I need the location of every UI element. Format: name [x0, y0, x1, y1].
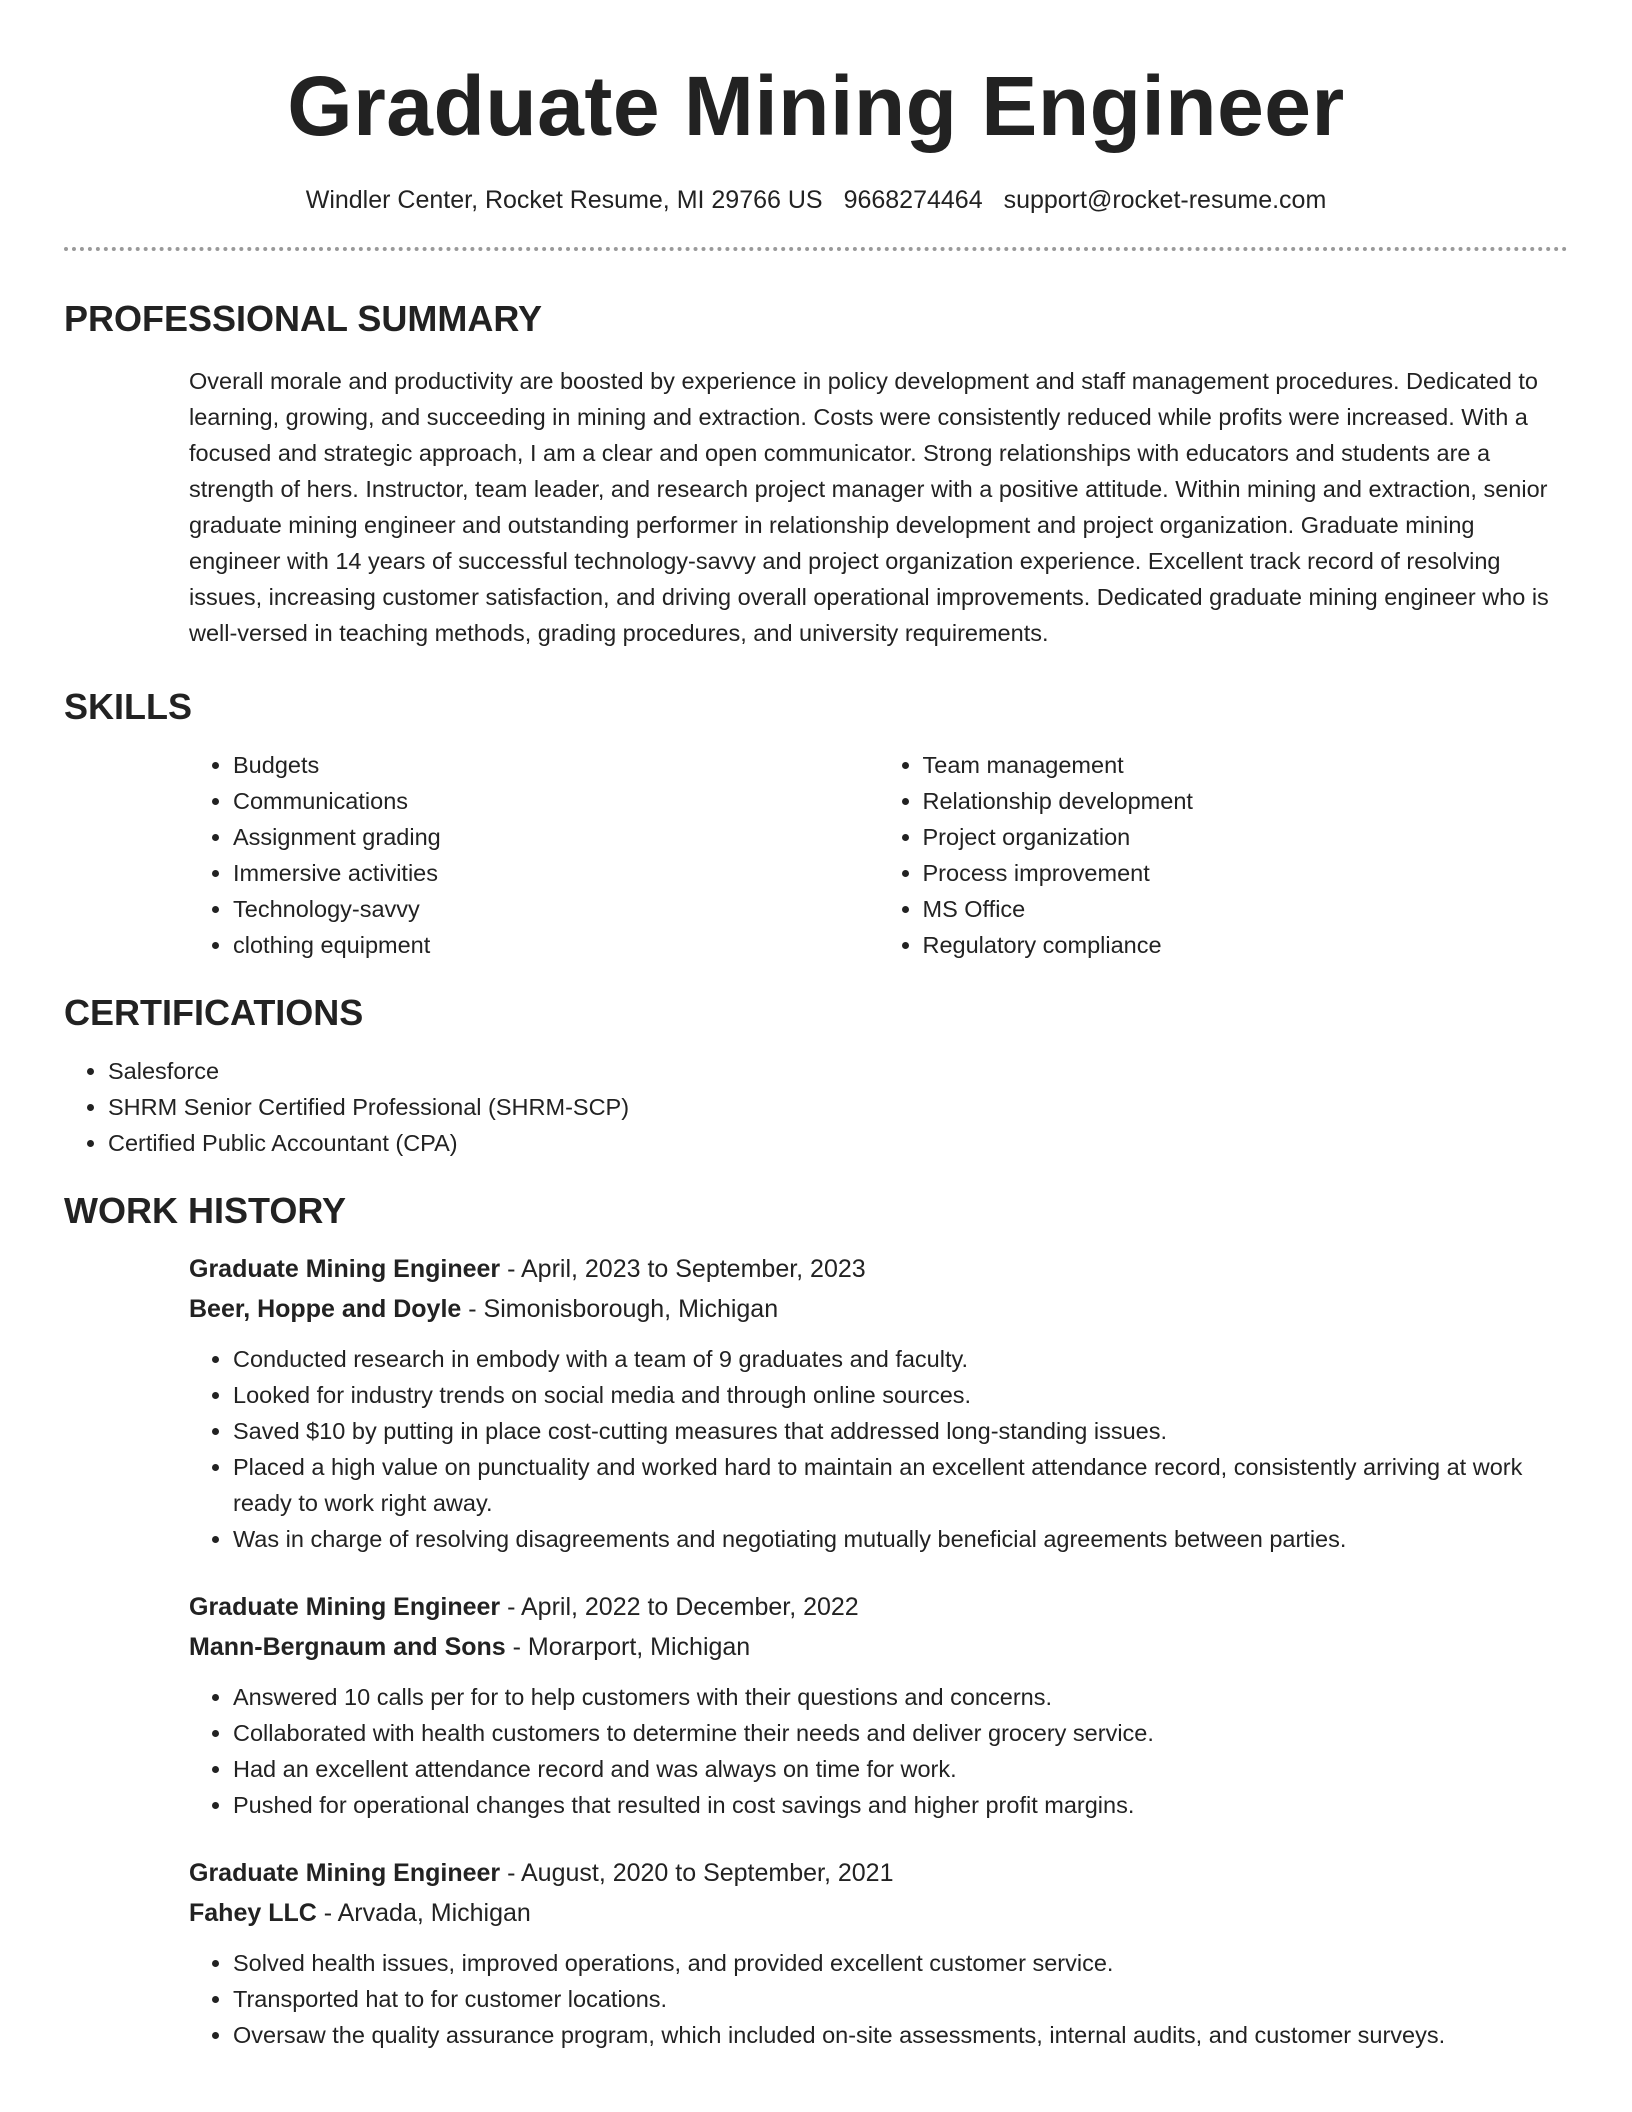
- job-company-line: [189, 1627, 1568, 1667]
- list-item: • Immersive activities: [233, 855, 879, 891]
- list-item: • Answered 10 calls per for to help customers with their questions and concerns.: [233, 1679, 1568, 1715]
- list-item: • Solved health issues, improved operations, and provided excellent customer service.: [233, 1945, 1568, 1981]
- list-item: • Placed a high value on punctuality and worked hard to maintain an excellent attendance record, consistently arriving at work ready to work right away.: [233, 1449, 1568, 1521]
- contact-phone: 9668274464: [843, 186, 983, 214]
- job-company-line: [189, 1893, 1568, 1933]
- list-item: • clothing equipment: [233, 927, 879, 963]
- list-item: • Saved $10 by putting in place cost-cutting measures that addressed long-standing issues.: [233, 1413, 1568, 1449]
- list-item: • Budgets: [233, 747, 879, 783]
- contact-email[interactable]: support@rocket-resume.com: [1003, 186, 1327, 214]
- list-item: • Assignment grading: [233, 819, 879, 855]
- job-bullets: [189, 1341, 1568, 1557]
- job-title-line: [189, 1249, 1568, 1289]
- job-role: Graduate Mining Engineer: [189, 1593, 501, 1621]
- skills-title: SKILLS: [64, 686, 193, 727]
- list-item: • Collaborated with health customers to determine their needs and deliver grocery service.: [233, 1715, 1568, 1751]
- list-item: • Project organization: [923, 819, 1569, 855]
- job-dates: - April, 2023 to September, 2023: [500, 1255, 866, 1283]
- list-item: • Team management: [923, 747, 1569, 783]
- job-dates: - April, 2022 to December, 2022: [500, 1593, 859, 1621]
- job-bullets: [189, 1679, 1568, 1823]
- list-item: • Communications: [233, 783, 879, 819]
- list-item: • Was in charge of resolving disagreements and negotiating mutually beneficial agreements between parties.: [233, 1521, 1568, 1557]
- job-company: Beer, Hoppe and Doyle: [189, 1295, 462, 1323]
- job-role: Graduate Mining Engineer: [189, 1255, 501, 1283]
- summary-text: Overall morale and productivity are boosted by experience in policy development and staff management procedures. Dedicated to learning, growing, and succeeding in mining and extraction. Costs were consistently reduced while profits were increased. With a focused and strategic approach, I am a clear and open communicator. Strong relationships with educators and students are a strength of hers. Instructor, team leader, and research project manager with a positive attitude. Within mining and extraction, senior graduate mining engineer and outstanding performer in relationship development and project organization. Graduate mining engineer with 14 years of successful technology-savvy and project organization experience. Excellent track record of resolving issues, increasing customer satisfaction, and driving overall operational improvements. Dedicated graduate mining engineer who is well-versed in teaching methods, grading procedures, and university requirements.: [189, 368, 1549, 646]
- skills-list-left: [189, 747, 879, 963]
- certifications-list: [64, 1053, 1568, 1161]
- list-item: • Process improvement: [923, 855, 1569, 891]
- job-title-line: [189, 1853, 1568, 1893]
- list-item: • Pushed for operational changes that resulted in cost savings and higher profit margins.: [233, 1787, 1568, 1823]
- skills-columns: [189, 747, 1568, 963]
- job-title-line: [189, 1587, 1568, 1627]
- job-company-line: [189, 1289, 1568, 1329]
- job-company: Fahey LLC: [189, 1899, 317, 1927]
- skills-section: [64, 686, 1568, 963]
- job-entry: [189, 1853, 1568, 2053]
- certifications-section: [64, 992, 1568, 1161]
- list-item: • SHRM Senior Certified Professional (SHRM-SCP): [108, 1089, 1568, 1125]
- work-history-title: WORK HISTORY: [64, 1190, 347, 1231]
- resume-name: Graduate Mining Engineer: [287, 59, 1345, 153]
- job-entry: [189, 1249, 1568, 1557]
- list-item: • Looked for industry trends on social media and through online sources.: [233, 1377, 1568, 1413]
- list-item: • Conducted research in embody with a team of 9 graduates and faculty.: [233, 1341, 1568, 1377]
- skills-list-right: [879, 747, 1569, 963]
- list-item: • Certified Public Accountant (CPA): [108, 1125, 1568, 1161]
- list-item: • Technology-savvy: [233, 891, 879, 927]
- summary-title: PROFESSIONAL SUMMARY: [64, 298, 543, 339]
- job-company: Mann-Bergnaum and Sons: [189, 1633, 506, 1661]
- list-item: • Oversaw the quality assurance program, which included on-site assessments, internal audits, and customer surveys.: [233, 2017, 1568, 2053]
- job-location: - Arvada, Michigan: [316, 1899, 531, 1927]
- list-item: • Relationship development: [923, 783, 1569, 819]
- job-bullets: [189, 1945, 1568, 2053]
- work-history-section: [64, 1190, 1568, 2053]
- contact-line: [64, 188, 1568, 213]
- summary-section: [64, 298, 1568, 651]
- list-item: • Had an excellent attendance record and was always on time for work.: [233, 1751, 1568, 1787]
- header-divider: [64, 247, 1568, 251]
- job-role: Graduate Mining Engineer: [189, 1859, 501, 1887]
- job-location: - Simonisborough, Michigan: [461, 1295, 779, 1323]
- list-item: • Transported hat to for customer locations.: [233, 1981, 1568, 2017]
- job-dates: - August, 2020 to September, 2021: [500, 1859, 894, 1887]
- list-item: • Regulatory compliance: [923, 927, 1569, 963]
- certifications-title: CERTIFICATIONS: [64, 992, 364, 1033]
- contact-address: Windler Center, Rocket Resume, MI 29766 US: [305, 186, 823, 214]
- list-item: • Salesforce: [108, 1053, 1568, 1089]
- list-item: • MS Office: [923, 891, 1569, 927]
- job-entry: [189, 1587, 1568, 1823]
- job-location: - Morarport, Michigan: [505, 1633, 751, 1661]
